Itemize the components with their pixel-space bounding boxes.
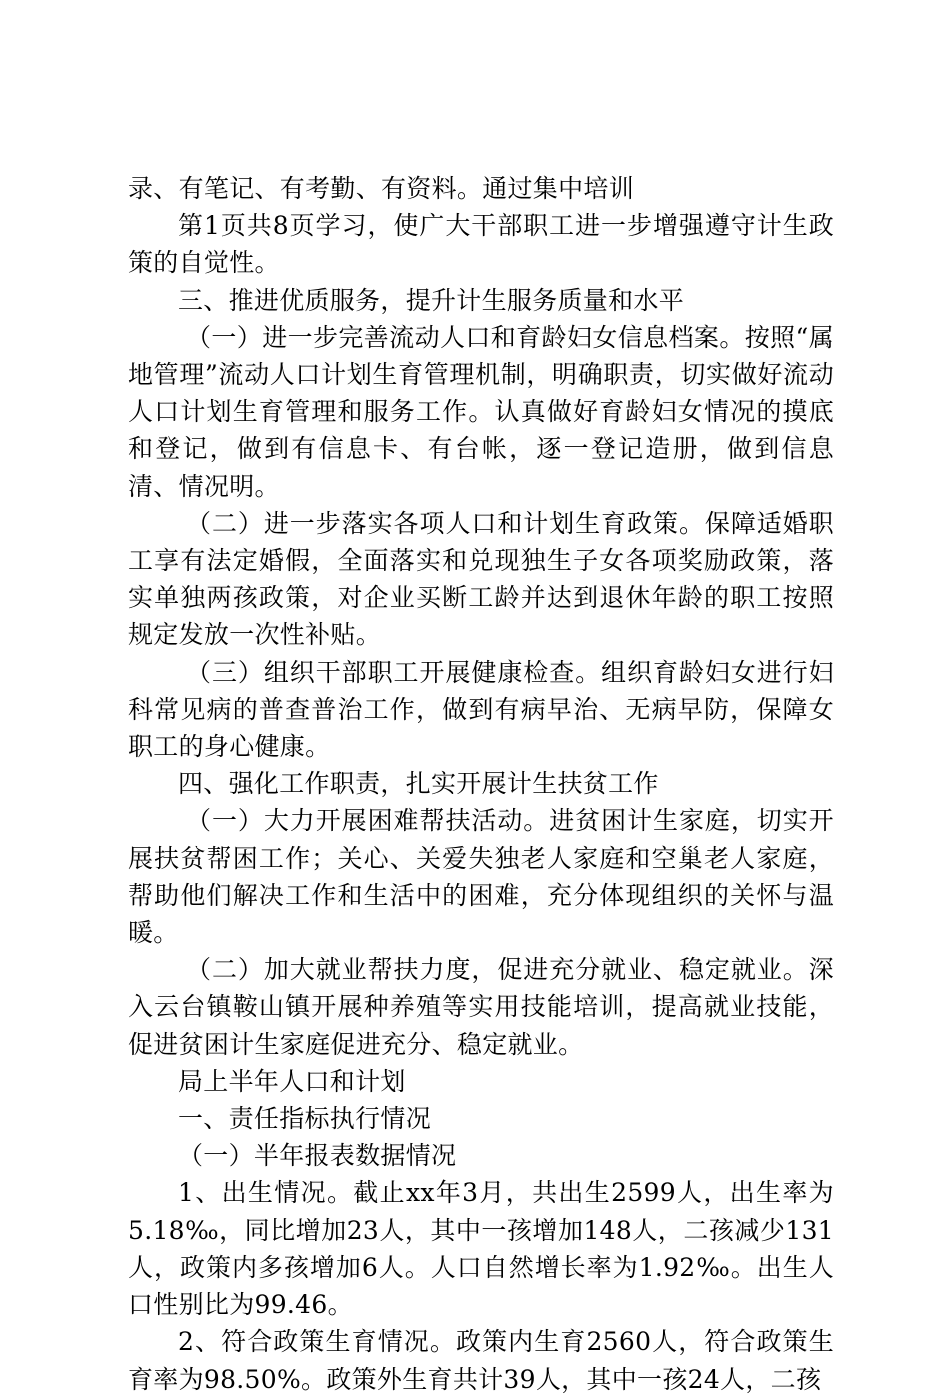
section-heading-3: 三、推进优质服务，提升计生服务质量和水平 [178,285,685,315]
subsection-heading-1-1: （一）半年报表数据情况 [178,1141,457,1171]
paragraph-births: 1、出生情况。截止xx年3月，共出生2599人，出生率为5.18‰，同比增加23人，其中一孩增加148人，二孩减少131人，政策内多孩增加6人。人口自然增长率为1.92‰。出生人口性别比为99.46。 [128,1178,834,1320]
section-heading-4: 四、强化工作职责，扎实开展计生扶贫工作 [178,769,659,799]
paragraph-3-2: （二）进一步落实各项人口和计划生育政策。保障适婚职工享有法定婚假，全面落实和兑现独生子女各项奖励政策，落实单独两孩政策，对企业买断工龄并达到退休年龄的职工按照规定发放一次性补贴。 [128,508,834,650]
document-page [128,170,834,1398]
paragraph-4-1: （一）大力开展困难帮扶活动。进贫困计生家庭，切实开展扶贫帮困工作；关心、关爱失独老人家庭和空巢老人家庭，帮助他们解决工作和生活中的困难，充分体现组织的关怀与温暖。 [128,806,834,948]
paragraph-4-2: （二）加大就业帮扶力度，促进充分就业、稳定就业。深入云台镇鞍山镇开展种养殖等实用技能培训，提高就业技能，促进贫困计生家庭促进充分、稳定就业。 [128,955,834,1059]
section-heading-1: 一、责任指标执行情况 [178,1104,432,1134]
paragraph-policy-births: 2、符合政策生育情况。政策内生育2560人，符合政策生育率为98.50%。政策外生育共计39人，其中一孩24人，二孩 [128,1327,834,1394]
document-title: 局上半年人口和计划 [178,1066,406,1096]
paragraph-continuation: 录、有笔记、有考勤、有资料。通过集中培训 [128,174,635,203]
paragraph-3-3: （三）组织干部职工开展健康检查。组织育龄妇女进行妇科常见病的普查普治工作，做到有病早治、无病早防，保障女职工的身心健康。 [128,657,834,762]
paragraph-page-footer-merged: 第1页共8页学习，使广大干部职工进一步增强遵守计生政策的自觉性。 [128,211,834,278]
paragraph-3-1: （一）进一步完善流动人口和育龄妇女信息档案。按照“属地管理”流动人口计划生育管理机制，明确职责，切实做好流动人口计划生育管理和服务工作。认真做好育龄妇女情况的摸底和登记，做到有信息卡、有台帐，逐一登记造册，做到信息清、情况明。 [128,322,834,501]
